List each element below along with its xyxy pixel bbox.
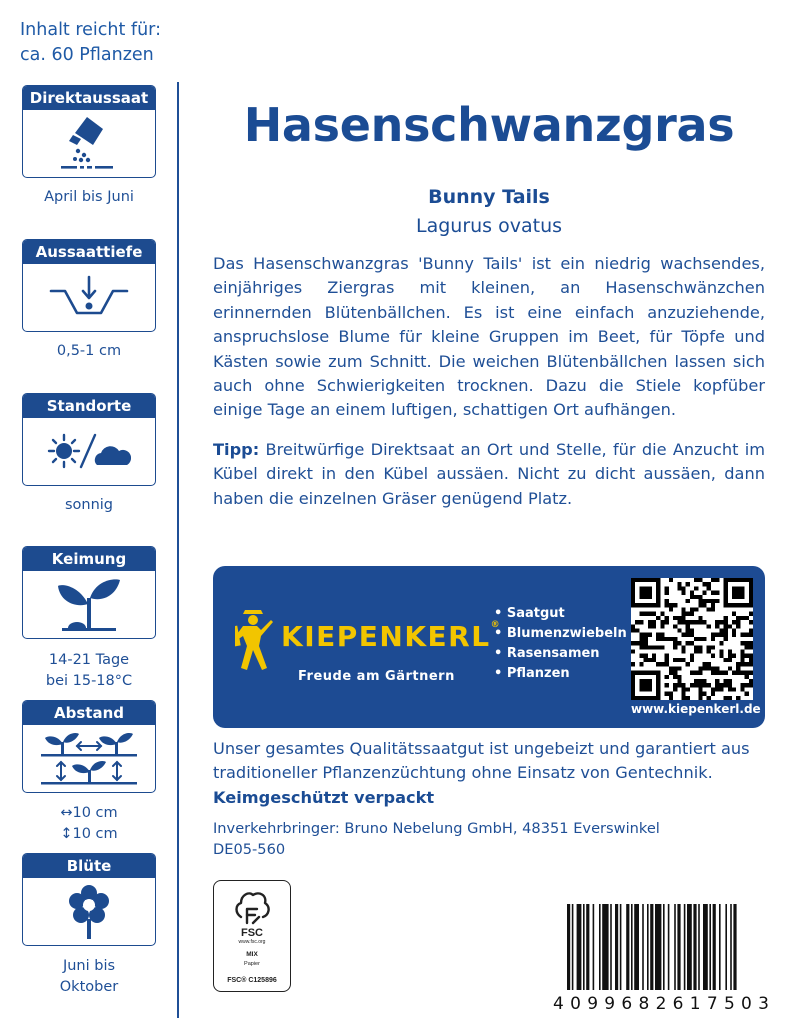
growing-tip [213,438,765,511]
brand-slogan: Freude am Gärtnern [298,669,455,684]
card-location [22,393,156,486]
hiker-logo-icon [235,606,275,676]
card-direct-sowing [22,85,156,178]
product-title: Hasenschwanzgras [243,98,735,152]
barcode-digit: 6 [621,994,633,1014]
barcode [553,904,769,1016]
barcode-bars [553,904,769,992]
caption-line: Juni bis [62,958,116,974]
caption-line: Oktober [59,979,119,995]
card-caption [18,803,160,845]
brand-name-text: KIEPENKERL [281,620,491,653]
info-sidebar [0,0,178,1024]
brand-banner [213,566,765,728]
list-item: • Blumenzwiebeln [494,624,627,644]
latin-name: Lagurus ovatus [415,215,563,237]
barcode-digit: 7 [706,994,718,1014]
caption-line: ↔10 cm [60,805,118,821]
quality-text: Unser gesamtes Qualitätssaatgut ist ungebeizt und garantiert aus traditioneller Pflanzenzüchtung ohne Einsatz von Gentechnik. [213,739,750,783]
content-amount [20,18,161,68]
fsc-url: www.fsc.org [238,939,266,945]
barcode-digit: 8 [638,994,650,1014]
seedling-icon [23,571,155,638]
caption-line: 14-21 Tage [48,652,130,668]
barcode-digit: 6 [672,994,684,1014]
card-sowing-depth [22,239,156,332]
distributor-info [213,818,773,860]
card-caption [18,956,160,998]
card-title: Standorte [23,394,155,418]
card-title: Direktaussaat [23,86,155,110]
caption-line: sonnig [64,497,114,513]
list-item: • Saatgut [494,604,627,624]
barcode-digit: 1 [689,994,701,1014]
fsc-mix: MIX [246,951,258,958]
fsc-papier: Papier [244,961,260,967]
fsc-tree-icon [231,887,273,931]
seed-packet-sowing-icon [23,110,155,177]
fsc-license-code: FSC® C125896 [227,977,277,984]
barcode-digit: 2 [655,994,667,1014]
caption-line: 0,5-1 cm [56,343,122,359]
barcode-digit: 0 [741,994,752,1014]
website-link[interactable]: www.kiepenkerl.de [631,702,761,716]
card-title: Keimung [23,547,155,571]
barcode-digit: 4 [553,994,564,1014]
quality-bold: Keimgeschützt verpackt [213,787,435,807]
sun-cloud-icon [23,418,155,485]
variety-name: Bunny Tails [428,186,550,208]
registered-mark: ® [490,620,502,630]
caption-line: ↕10 cm [60,826,118,842]
list-item: • Pflanzen [494,664,627,684]
card-germination [22,546,156,639]
sowing-depth-icon [23,264,155,331]
barcode-digit: 9 [604,994,616,1014]
barcode-digit: 5 [723,994,735,1014]
fsc-name: FSC [241,927,263,939]
distributor-code: DE05-560 [213,841,286,858]
barcode-digit: 9 [587,994,599,1014]
card-bloom [22,853,156,946]
barcode-digit: 3 [758,994,769,1014]
distributor-line: Inverkehrbringer: Bruno Nebelung GmbH, 48351 Everswinkel [213,820,660,837]
barcode-digits [553,994,769,1014]
content-amount-line1: Inhalt reicht für: [20,20,161,40]
product-category-list [494,604,627,684]
caption-line: bei 15-18°C [45,673,133,689]
card-spacing [22,700,156,793]
card-title: Aussaattiefe [23,240,155,264]
list-item: • Rasensamen [494,644,627,664]
card-caption [18,495,160,516]
spacing-icon [23,725,155,792]
card-caption [18,341,160,362]
product-description: Das Hasenschwanzgras 'Bunny Tails' ist ein niedrig wachsendes, einjähriges Ziergras mit kleinen, an Hasenschwänzchen erinnernden Blütenbällchen. Es ist eine einfach anzuziehende, anspruchslose Blume für kleine Gruppen im Beet, für Töpfe und Kästen sowie zum Schnitt. Die weichen Blütenbällchen lassen sich auch ohne Schwierigkeiten trocknen. Dazu die Stiele kopfüber einige Tage an einem luftigen, schattigen Ort aufhängen. [213,254,765,420]
tip-text: Breitwürfige Direktsaat an Ort und Stelle, für die Anzucht im Kübel direkt in den Kübel aussäen. Nicht zu dicht aussäen, dann haben die einzelnen Gräser genügend Platz. [213,440,765,508]
caption-line: April bis Juni [44,189,134,205]
flower-icon [23,878,155,945]
brand-name [281,620,501,653]
card-caption [18,187,160,208]
tip-label: Tipp: [213,440,260,459]
content-amount-line2: ca. 60 Pflanzen [20,45,154,65]
card-title: Abstand [23,701,155,725]
barcode-digit: 0 [570,994,581,1014]
fsc-label [213,880,291,992]
card-caption [18,650,160,692]
quality-statement [213,737,773,810]
qr-code[interactable] [631,578,753,700]
column-divider [177,82,179,1018]
card-title: Blüte [23,854,155,878]
